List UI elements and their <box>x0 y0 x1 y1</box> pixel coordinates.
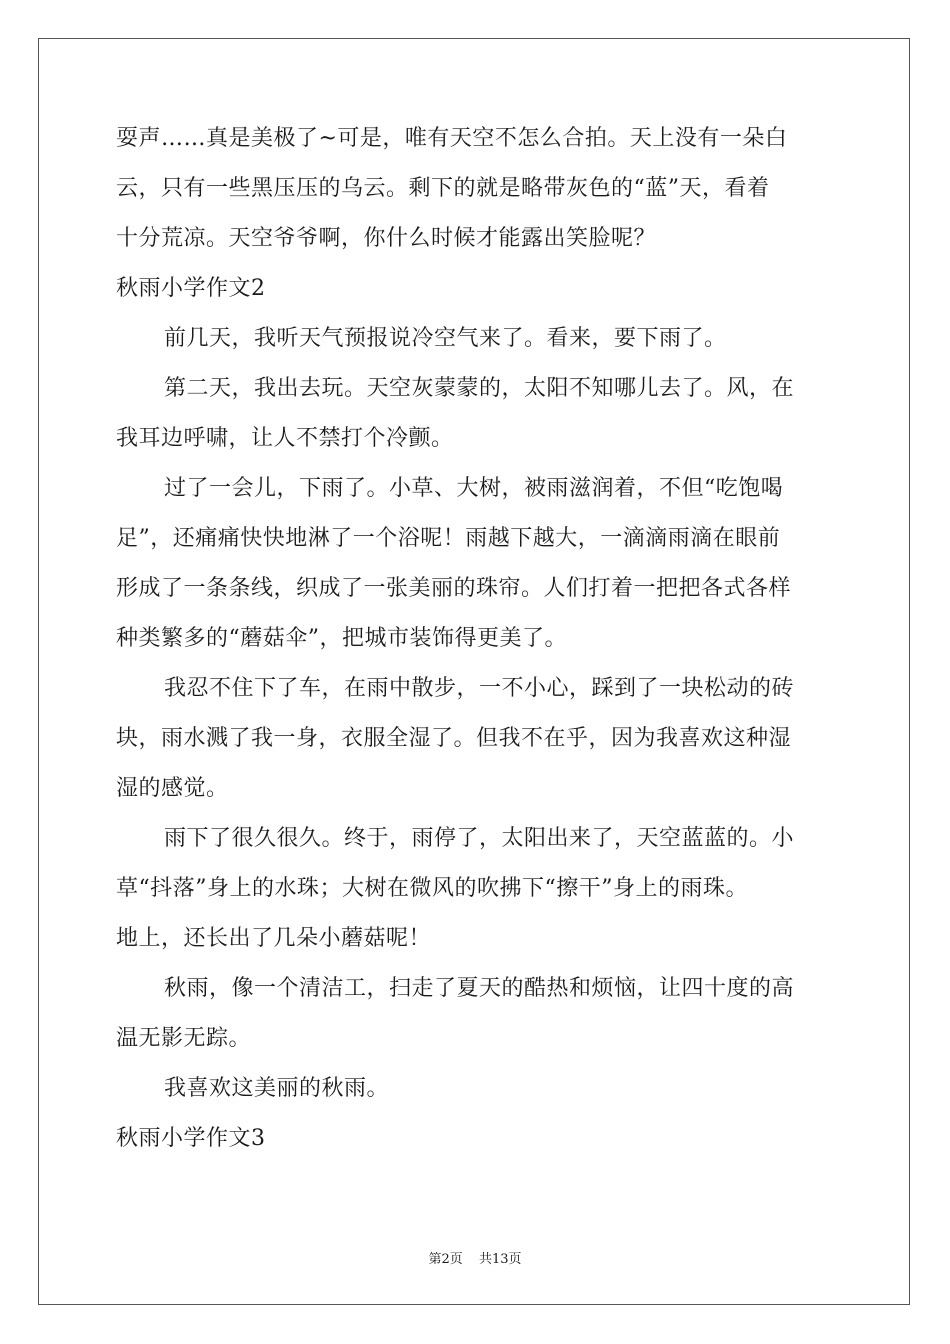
text-line: 我耳边呼啸，让人不禁打个冷颤。 <box>116 426 454 451</box>
text-line: 前几天，我听天气预报说冷空气来了。看来，要下雨了。 <box>164 326 727 351</box>
paragraph <box>116 374 834 454</box>
paragraph <box>116 1124 834 1154</box>
text-line: 十分荒凉。天空爷爷啊，你什么时候才能露出笑脸呢？ <box>116 226 657 251</box>
paragraph <box>116 674 834 804</box>
paragraph <box>116 1074 834 1104</box>
paragraph <box>116 274 834 304</box>
text-line: 块，雨水溅了我一身，衣服全湿了。但我不在乎，因为我喜欢这种湿 <box>116 726 792 751</box>
text-line: 温无影无踪。 <box>116 1026 252 1051</box>
text-line: 我忍不住下了车，在雨中散步，一不小心，踩到了一块松动的砖 <box>164 676 795 701</box>
text-line: 种类繁多的“蘑菇伞”，把城市装饰得更美了。 <box>116 626 567 651</box>
text-line: 秋雨小学作文2 <box>116 276 266 301</box>
page-footer <box>0 1248 950 1267</box>
paragraph <box>116 124 834 254</box>
text-line: 足”，还痛痛快快地淋了一个浴呢！雨越下越大，一滴滴雨滴在眼前 <box>116 526 781 551</box>
text-line: 耍声……真是美极了~可是，唯有天空不怎么合拍。天上没有一朵白 <box>116 126 788 151</box>
paragraph <box>116 974 834 1054</box>
paragraph <box>116 324 834 354</box>
text-line: 形成了一条条线，织成了一张美丽的珠帘。人们打着一把把各式各样 <box>116 576 792 601</box>
text-line: 秋雨小学作文3 <box>116 1126 266 1151</box>
page-total: 共13页 <box>478 1252 522 1267</box>
page-number: 第2页 <box>428 1252 463 1267</box>
paragraph <box>116 474 834 654</box>
text-line: 第二天，我出去玩。天空灰蒙蒙的，太阳不知哪儿去了。风，在 <box>164 376 795 401</box>
text-line: 草“抖落”身上的水珠；大树在微风的吹拂下“擦干”身上的雨珠。 <box>116 876 748 901</box>
text-line: 秋雨，像一个清洁工，扫走了夏天的酷热和烦恼，让四十度的高 <box>164 976 795 1001</box>
document-body <box>116 124 834 1174</box>
text-line: 湿的感觉。 <box>116 776 229 801</box>
text-line: 过了一会儿，下雨了。小草、大树，被雨滋润着，不但“吃饱喝 <box>164 476 784 501</box>
paragraph <box>116 824 834 954</box>
text-line: 雨下了很久很久。终于，雨停了，太阳出来了，天空蓝蓝的。小 <box>164 826 795 851</box>
text-line: 我喜欢这美丽的秋雨。 <box>164 1076 390 1101</box>
text-line: 地上，还长出了几朵小蘑菇呢！ <box>116 926 432 951</box>
text-line: 云，只有一些黑压压的乌云。剩下的就是略带灰色的“蓝”天，看着 <box>116 176 770 201</box>
